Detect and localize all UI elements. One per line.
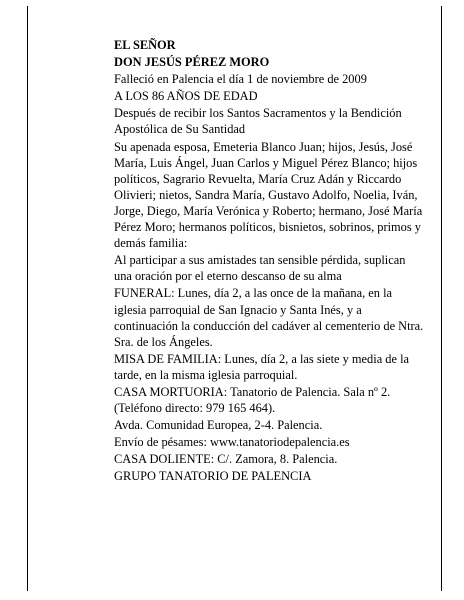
group-line: GRUPO TANATORIO DE PALENCIA xyxy=(114,469,312,484)
address-line: Avda. Comunidad Europea, 2-4. Palencia. xyxy=(114,418,323,433)
family-paragraph: Su apenada esposa, Emeteria Blanco Juan; hijos, Jesús, José María, Luis Ángel, Juan Carlos y Miguel Pérez Blanco; hijos políticos, Sagrario Revuelta, María Cruz Adán y Riccardo Olivieri; nietos, Sandra María, Gustavo Adolfo, Noelia, Iván, Jorge, Diego, María Verónica y Roberto; hermano, José María Pérez Moro; hermanos políticos, bisnietos, sobrinos, primos y demás familia: xyxy=(114,139,423,251)
obituary-notice xyxy=(114,37,426,486)
sacraments-paragraph: Después de recibir los Santos Sacramentos y la Bendición Apostólica de Su Santidad xyxy=(114,106,402,137)
condolences-line: Envío de pésames: www.tanatoriodepalencia.es xyxy=(114,435,350,450)
heading-title: EL SEÑOR xyxy=(114,38,176,52)
request-paragraph: Al participar a sus amistades tan sensible pérdida, suplican una oración por el eterno descanso de su alma xyxy=(114,253,406,284)
funeral-home-paragraph: CASA MORTUORIA: Tanatorio de Palencia. Sala nº 2. (Teléfono directo: 979 165 464). xyxy=(114,384,391,416)
funeral-paragraph: FUNERAL: Lunes, día 2, a las once de la mañana, en la iglesia parroquial de San Ignacio y Santa Inés, y a continuación la conducción del cadáver al cementerio de Ntra. Sra. de los Ángeles. xyxy=(114,286,424,349)
age-line: A LOS 86 AÑOS DE EDAD xyxy=(114,89,258,104)
deceased-name: DON JESÚS PÉREZ MORO xyxy=(114,55,270,70)
right-border-line xyxy=(441,6,442,591)
death-notice: Falleció en Palencia el día 1 de noviembre de 2009 xyxy=(114,72,367,87)
left-border-line xyxy=(27,6,28,591)
family-mass-paragraph: MISA DE FAMILIA: Lunes, día 2, a las siete y media de la tarde, en la misma iglesia parroquial. xyxy=(114,351,410,382)
mourning-house-line: CASA DOLIENTE: C/. Zamora, 8. Palencia. xyxy=(114,452,338,467)
